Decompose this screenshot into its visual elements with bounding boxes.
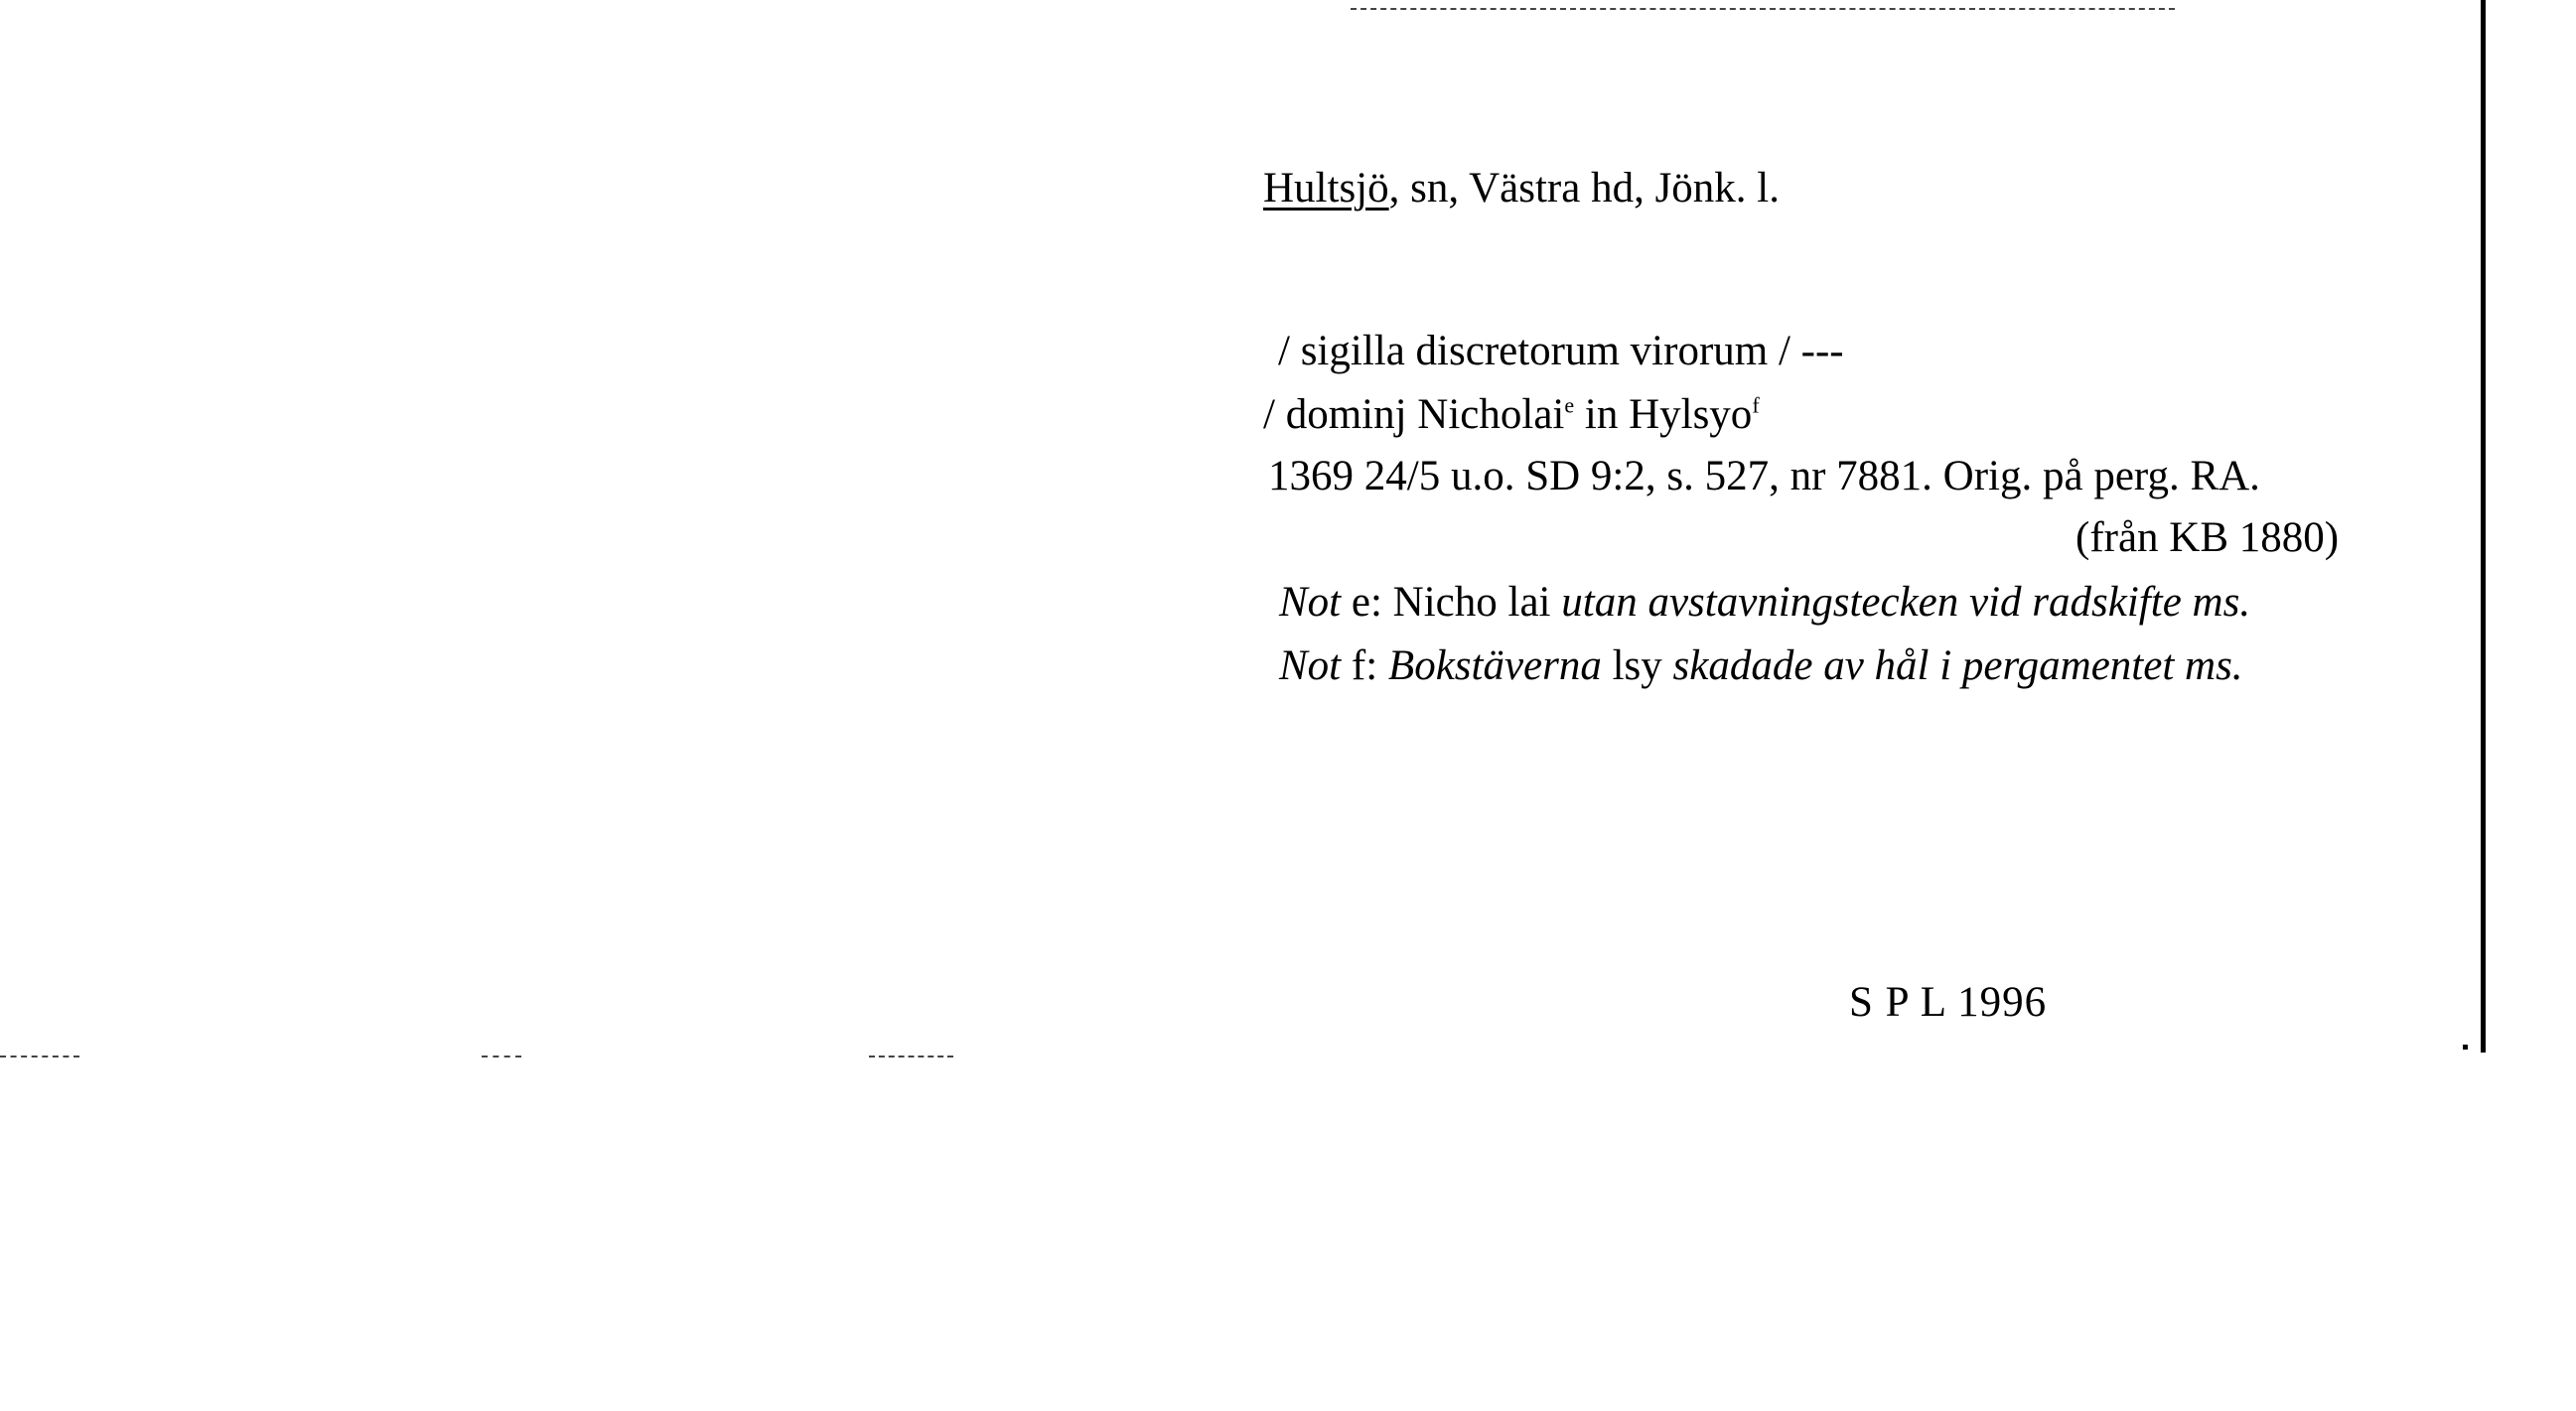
source-provenance: (från KB 1880) — [2075, 514, 2340, 561]
footnote-mark-e: e — [1564, 392, 1575, 418]
note-e-text: e: Nicho lai — [1341, 579, 1562, 626]
note-f-letters: lsy — [1601, 642, 1673, 689]
quote-line-2-part-a: / dominj Nicholai — [1263, 391, 1565, 438]
quote-line-2 — [1263, 393, 1760, 436]
note-e-label: Not — [1279, 579, 1342, 626]
scan-edge-bottom-2 — [482, 1056, 521, 1059]
source-reference: 1369 24/5 u.o. SD 9:2, s. 527, nr 7881. Orig. på perg. RA. — [1268, 453, 2260, 499]
place-details: , sn, Västra hd, Jönk. l. — [1388, 165, 1781, 212]
note-f — [1279, 644, 2243, 687]
note-f-comment-2: skadade av hål i pergamentet ms. — [1672, 642, 2243, 689]
quote-line-1: / sigilla discretorum virorum / --- — [1278, 328, 1844, 374]
note-f-text: f: — [1341, 642, 1388, 689]
scan-edge-bottom-3 — [869, 1056, 953, 1059]
scan-edge-bottom-1 — [0, 1056, 79, 1059]
card-heading — [1263, 167, 1780, 210]
footnote-mark-f: f — [1752, 392, 1760, 418]
quote-line-2-part-b: in Hylsyo — [1574, 391, 1753, 438]
place-name: Hultsjö — [1263, 165, 1389, 212]
scan-edge-top — [1351, 8, 2175, 12]
note-f-comment-1: Bokstäverna — [1387, 642, 1602, 689]
signature: S P L 1996 — [1849, 979, 2048, 1026]
note-e — [1279, 581, 2250, 624]
note-e-comment: utan avstavningstecken vid radskifte ms. — [1561, 579, 2251, 626]
scan-dot — [2463, 1045, 2468, 1050]
note-f-label: Not — [1279, 642, 1342, 689]
scan-edge-right — [2481, 0, 2486, 1053]
